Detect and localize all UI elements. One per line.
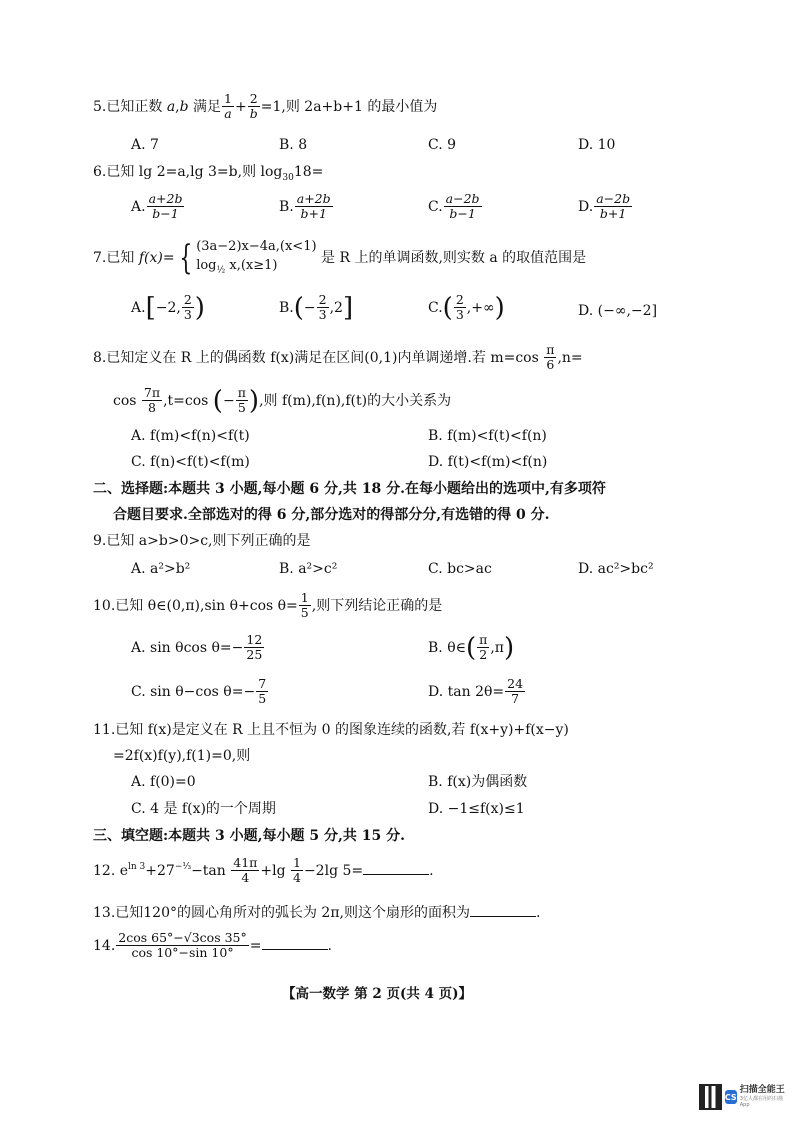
q5-stem-c: =1,则 2a+b+1 的最小值为	[260, 98, 438, 115]
q7-option-a: A.[−2, $\frac{2}{3}$ )	[131, 292, 205, 323]
q7-option-a-label: A.	[131, 299, 146, 316]
q10-option-a-frac	[244, 633, 264, 663]
q7-option-c-den: 3	[455, 307, 464, 323]
q12-27-exponent: −⅓	[174, 862, 192, 873]
q8-frac-n	[142, 386, 162, 416]
q5-stem-b: 满足	[188, 98, 222, 115]
q7-option-c-num: 2	[455, 292, 464, 307]
section-2-heading: 二、选择题:本题共 3 小题,每小题 6 分,共 18 分.在每小题给出的选项中,有多项符	[93, 481, 606, 497]
q11-option-a: A. f(0)=0	[131, 774, 196, 790]
q7-option-b-left: −	[303, 299, 316, 316]
q8-frac-t-den: 5	[237, 400, 246, 416]
q12-frac-tan	[231, 856, 259, 886]
q14-label: 14.	[93, 937, 116, 954]
q14-frac-num: 2cos 65°−√3cos 35°	[118, 930, 247, 945]
q6-option-b-num: a+2b	[296, 191, 331, 206]
q7-piece-2-log: log	[196, 257, 217, 273]
q7-option-a-num: 2	[183, 292, 192, 307]
q5-frac-2-den: b	[249, 106, 258, 122]
q6-option-d-num: a−2b	[596, 191, 631, 206]
q6-stem-end: 18=	[293, 164, 324, 180]
question-11-line-1: 11.已知 f(x)是定义在 R 上且不恒为 0 的图象连续的函数,若 f(x+y)+f(x−y)	[93, 722, 569, 738]
q10-option-b-text: B. θ∈	[428, 639, 466, 656]
q11-option-c: C. 4 是 f(x)的一个周期	[131, 801, 276, 817]
q6-option-c	[428, 192, 483, 222]
q6-option-d-label: D.	[578, 198, 594, 215]
q7-brace: {	[178, 237, 192, 278]
q12-frac-lg	[291, 856, 303, 886]
question-6	[93, 164, 323, 184]
q12-frac-lg-den: 4	[293, 870, 301, 886]
q8-frac-m-num: π	[546, 342, 555, 357]
q8-option-a: A. f(m)<f(n)<f(t)	[131, 428, 250, 444]
q7-option-a-den: 3	[183, 307, 192, 323]
q7-piece-2-base: ½	[216, 265, 226, 276]
q12-answer-blank[interactable]	[363, 860, 429, 875]
q6-option-a-den: b−1	[152, 206, 179, 222]
q7-option-c-label: C.	[428, 299, 443, 316]
q5-frac-2-num: 2	[248, 92, 260, 107]
question-9: 9.已知 a>b>0>c,则下列正确的是	[93, 533, 311, 549]
q12-e-exponent: ln 3	[128, 862, 146, 873]
q9-option-c: C. bc>ac	[428, 561, 492, 577]
q14-frac	[116, 931, 249, 961]
q10-stem-b: ,则下列结论正确的是	[311, 597, 443, 614]
q5-option-b: B. 8	[279, 137, 308, 153]
q6-option-d	[578, 192, 633, 222]
q6-option-c-den: b−1	[449, 206, 476, 222]
q7-option-d: D. (−∞,−2]	[578, 303, 658, 319]
q7-option-b-right: ,2	[329, 299, 343, 316]
q10-option-b: B. θ∈( $\frac{\pi}{2}$ ,π)	[428, 632, 515, 663]
q7-piece-2-rest: x,(x≥1)	[225, 257, 278, 273]
q7-option-b-den: 3	[318, 307, 327, 323]
q10-option-a-num: 12	[246, 632, 263, 647]
q12-lg: +lg	[260, 862, 290, 879]
q6-option-c-label: C.	[428, 198, 443, 215]
q6-log-base: 30	[282, 172, 294, 183]
q14-end: .	[327, 937, 332, 954]
q7-stem-b: 是 R 上的单调函数,则实数 a 的取值范围是	[321, 249, 587, 266]
q5-frac-1	[222, 92, 234, 122]
scanner-badge-text	[740, 1086, 785, 1109]
q9-option-b: B. a²>c²	[279, 561, 338, 577]
qr-code-icon	[699, 1084, 722, 1110]
q5-option-c: C. 9	[428, 137, 457, 153]
q10-option-c	[131, 677, 269, 707]
q8-frac-m-den: 6	[546, 357, 555, 373]
q10-option-c-frac	[256, 677, 268, 707]
q10-option-d	[428, 677, 526, 707]
q6-option-b-frac	[295, 192, 333, 222]
q14-eq: =	[249, 937, 262, 954]
q8-line-1-b: ,n=	[557, 349, 583, 366]
q10-option-b-right: ,π	[490, 639, 505, 656]
q8-frac-n-num: 7π	[143, 385, 161, 400]
q5-var-b: b	[179, 98, 189, 115]
q5-frac-2	[248, 92, 260, 122]
q8-line-2-a: cos	[113, 392, 141, 409]
question-11-line-2: =2f(x)f(y),f(1)=0,则	[113, 748, 251, 764]
q13-answer-blank[interactable]	[470, 902, 536, 917]
q10-option-b-frac	[477, 633, 489, 663]
q5-comma: ,	[175, 98, 180, 115]
q12-frac-lg-num: 1	[293, 855, 301, 870]
q10-frac-num: 1	[300, 590, 309, 605]
q7-piecewise	[196, 238, 316, 277]
q10-option-b-num: π	[479, 632, 488, 647]
q8-option-b: B. f(m)<f(t)<f(n)	[428, 428, 547, 444]
q14-answer-blank[interactable]	[262, 935, 328, 950]
question-12	[93, 856, 434, 886]
q12-end: .	[429, 862, 434, 879]
q6-option-b	[279, 192, 334, 222]
section-2-heading-cont: 合题目要求.全部选对的得 6 分,部分选对的得部分分,有选错的得 0 分.	[113, 507, 550, 523]
q11-option-d: D. −1≤f(x)≤1	[428, 801, 525, 817]
q12-27: +27	[145, 862, 175, 879]
q7-option-c-right: ,+∞	[466, 299, 495, 316]
question-7	[93, 238, 586, 277]
q7-option-b-num: 2	[318, 292, 327, 307]
question-13	[93, 902, 540, 922]
q7-option-a-left: −2,	[155, 299, 181, 316]
q12-frac-tan-num: 41π	[233, 855, 258, 870]
question-10	[93, 591, 442, 621]
q8-frac-m	[544, 343, 556, 373]
q10-option-a-text: A. sin θcos θ=−	[131, 639, 244, 656]
question-5	[93, 92, 437, 122]
q12-e: 12. e	[93, 862, 128, 879]
q6-option-a-num: a+2b	[148, 191, 183, 206]
q5-option-a: A. 7	[131, 137, 159, 153]
q9-option-a: A. a²>b²	[131, 561, 191, 577]
q13-end: .	[536, 905, 541, 921]
q7-piece-1: (3a−2)x−4a,(x<1)	[196, 239, 317, 254]
q8-line-2-b: ,t=cos	[163, 392, 213, 409]
q6-option-d-frac	[594, 192, 632, 222]
scanner-badge-sub: 3亿人都在用的扫描App	[739, 1096, 783, 1109]
q6-option-b-label: B.	[279, 198, 294, 215]
q12-frac-tan-den: 4	[241, 870, 250, 886]
q8-line-2-c: ,则 f(m),f(n),f(t)的大小关系为	[259, 392, 452, 409]
q5-frac-1-den: a	[224, 106, 232, 122]
question-8-line-1	[93, 343, 583, 373]
q8-frac-n-den: 8	[148, 400, 156, 416]
q6-option-a	[131, 192, 185, 222]
q10-option-c-den: 5	[258, 691, 267, 707]
q7-option-a-frac	[182, 293, 194, 323]
q7-fx: f(x)=	[138, 249, 175, 266]
page-footer: 【高一数学 第 2 页(共 4 页)】	[282, 986, 473, 1002]
q6-option-a-label: A.	[131, 198, 146, 215]
q9-option-d: D. ac²>bc²	[578, 561, 654, 577]
q7-option-c-frac	[454, 293, 466, 323]
q10-option-c-num: 7	[258, 676, 267, 691]
q10-frac	[299, 591, 311, 621]
q12-tail: −2lg 5=	[303, 862, 364, 879]
q7-option-c: C.( $\frac{2}{3}$ ,+∞)	[428, 292, 505, 323]
q7-option-b-frac	[317, 293, 329, 323]
q7-piece-2	[196, 257, 316, 278]
q8-option-c: C. f(n)<f(t)<f(m)	[131, 454, 250, 470]
q6-option-b-den: b+1	[300, 206, 327, 222]
q8-frac-t	[236, 386, 248, 416]
q8-frac-t-num: π	[237, 385, 246, 400]
q8-line-1-a: 8.已知定义在 R 上的偶函数 f(x)满足在区间(0,1)内单调递增.若 m=cos	[93, 349, 544, 366]
q10-option-a	[131, 633, 265, 663]
q7-stem-a: 7.已知	[93, 249, 139, 266]
question-14	[93, 931, 332, 961]
section-3-heading: 三、填空题:本题共 3 小题,每小题 5 分,共 15 分.	[93, 828, 405, 844]
q10-option-d-text: D. tan 2θ=	[428, 683, 505, 700]
q6-option-c-num: a−2b	[445, 191, 480, 206]
scanner-watermark	[699, 1082, 785, 1112]
q5-var-a: a	[166, 98, 176, 115]
q6-option-a-frac	[147, 192, 185, 222]
q10-option-b-den: 2	[479, 647, 488, 663]
q10-frac-den: 5	[300, 605, 309, 621]
q10-option-d-num: 24	[507, 676, 524, 691]
q5-plus: +	[235, 98, 247, 115]
q10-option-c-text: C. sin θ−cos θ=−	[131, 683, 256, 700]
q10-option-d-den: 7	[511, 691, 520, 707]
q6-option-d-den: b+1	[599, 206, 627, 222]
q13-text: 13.已知120°的圆心角所对的弧长为 2π,则这个扇形的面积为	[93, 905, 470, 921]
question-8-line-2: cos $\frac{7\pi}{8}$ ,t=cos (− $\frac{\pi}{5}$ ),则 f(m),f(n),f(t)的大小关系为	[113, 385, 452, 416]
q10-stem-a: 10.已知 θ∈(0,π),sin θ+cos θ=	[93, 597, 298, 614]
camscanner-logo-icon: CS	[725, 1090, 737, 1104]
q7-option-b-label: B.	[279, 299, 294, 316]
q7-option-b: B.(− $\frac{2}{3}$ ,2]	[279, 292, 354, 323]
q10-option-a-den: 25	[246, 647, 263, 663]
q5-option-d: D. 10	[578, 137, 616, 153]
q12-tan: −tan	[191, 862, 231, 879]
q5-stem-a: 5.已知正数	[93, 98, 167, 115]
scanner-badge-title: 扫描全能王	[739, 1084, 785, 1095]
q6-stem: 6.已知 lg 2=a,lg 3=b,则 log	[93, 164, 283, 180]
q10-option-d-frac	[505, 677, 525, 707]
q11-option-b: B. f(x)为偶函数	[428, 774, 528, 790]
q8-option-d: D. f(t)<f(m)<f(n)	[428, 454, 548, 470]
q14-frac-den: cos 10°−sin 10°	[131, 945, 234, 961]
q6-option-c-frac	[444, 192, 482, 222]
q5-frac-1-num: 1	[224, 91, 232, 106]
